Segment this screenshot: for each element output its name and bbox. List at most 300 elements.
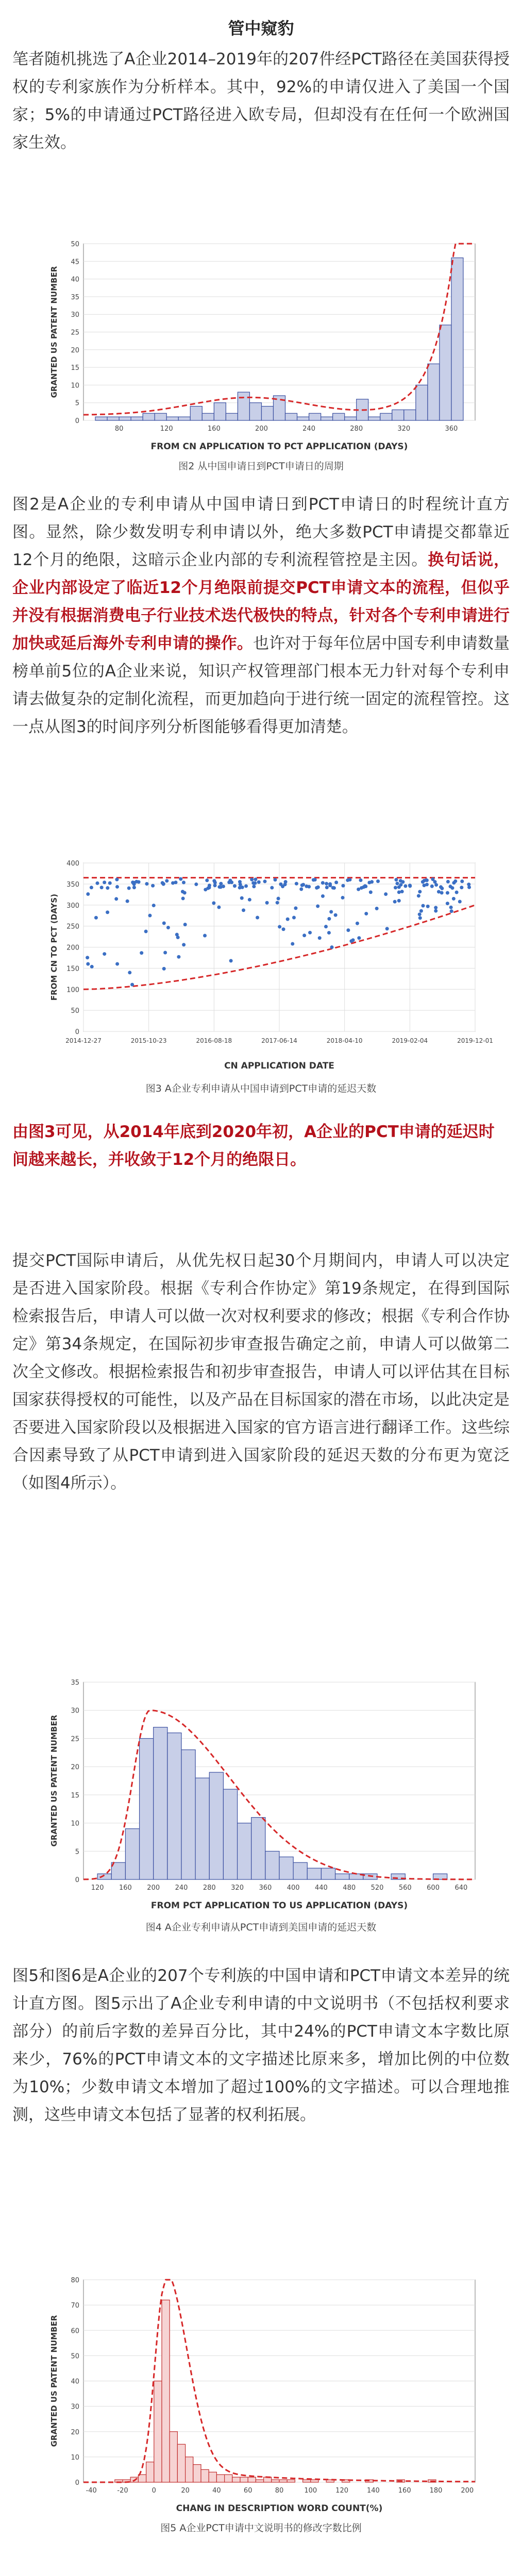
y-tick-label: 25 bbox=[71, 329, 79, 337]
histogram-bar bbox=[238, 392, 249, 420]
scatter-point bbox=[256, 916, 259, 920]
y-axis-label: FROM CN TO PCT (DAYS) bbox=[49, 893, 59, 1001]
histogram-bar bbox=[154, 1727, 167, 1879]
histogram-bar bbox=[111, 1862, 125, 1879]
histogram-bar bbox=[279, 1857, 293, 1879]
scatter-point bbox=[182, 880, 186, 884]
x-tick-label: 2014-12-27 bbox=[65, 1037, 102, 1044]
scatter-point bbox=[86, 956, 89, 959]
y-tick-label: 50 bbox=[71, 241, 79, 248]
scatter-point bbox=[301, 883, 305, 887]
histogram-bar bbox=[335, 1874, 349, 1879]
scatter-point bbox=[449, 906, 453, 909]
scatter-point bbox=[367, 881, 371, 885]
scatter-point bbox=[359, 878, 362, 882]
scatter-point bbox=[329, 910, 333, 913]
x-tick-label: 2015-10-23 bbox=[130, 1037, 167, 1044]
scatter-point bbox=[94, 916, 98, 920]
histogram-bar bbox=[392, 410, 404, 420]
y-tick-label: 45 bbox=[71, 258, 79, 266]
scatter-point bbox=[174, 880, 178, 884]
scatter-point bbox=[291, 942, 294, 946]
x-tick-label: 80 bbox=[114, 425, 124, 433]
x-tick-label: 320 bbox=[397, 425, 411, 433]
histogram-bar bbox=[155, 413, 166, 420]
histogram-bar bbox=[107, 417, 119, 420]
histogram-bar bbox=[251, 1818, 265, 1879]
x-axis-label: CN APPLICATION DATE bbox=[224, 1061, 334, 1071]
x-tick-label: 160 bbox=[119, 1884, 132, 1892]
scatter-point bbox=[106, 910, 109, 914]
scatter-point bbox=[418, 912, 422, 916]
y-tick-label: 30 bbox=[71, 311, 79, 319]
histogram-bar bbox=[95, 417, 107, 420]
scatter-point bbox=[395, 882, 399, 885]
page-title: 管中窥豹 bbox=[228, 19, 294, 38]
histogram-bar bbox=[285, 413, 297, 420]
scatter-point bbox=[408, 884, 412, 888]
y-tick-label: 20 bbox=[71, 2428, 79, 2436]
x-tick-label: 100 bbox=[304, 2487, 317, 2495]
scatter-point bbox=[341, 884, 345, 888]
scatter-point bbox=[418, 890, 422, 893]
x-tick-label: 80 bbox=[275, 2487, 284, 2495]
scatter-point bbox=[419, 909, 423, 913]
scatter-point bbox=[430, 885, 434, 888]
y-tick-label: 50 bbox=[71, 2352, 79, 2361]
y-tick-label: 150 bbox=[66, 965, 79, 973]
x-tick-label: 240 bbox=[302, 425, 315, 433]
x-tick-label: 2016-08-18 bbox=[196, 1037, 232, 1044]
x-tick-label: 200 bbox=[147, 1884, 160, 1892]
y-tick-label: 15 bbox=[71, 1791, 79, 1800]
scatter-point bbox=[325, 886, 329, 889]
x-tick-label: 440 bbox=[315, 1884, 328, 1892]
y-tick-label: 0 bbox=[75, 1876, 79, 1884]
histogram-bar bbox=[146, 2462, 154, 2482]
scatter-point bbox=[90, 965, 94, 969]
scatter-point bbox=[450, 886, 454, 890]
x-tick-label: 360 bbox=[259, 1884, 272, 1892]
figure-4-histogram bbox=[37, 1674, 485, 1911]
scatter-point bbox=[434, 909, 437, 913]
scatter-point bbox=[286, 918, 290, 921]
scatter-point bbox=[394, 878, 398, 882]
scatter-point bbox=[100, 886, 104, 889]
scatter-point bbox=[204, 888, 207, 891]
histogram-bar bbox=[297, 417, 309, 420]
scatter-point bbox=[397, 899, 401, 903]
y-tick-label: 20 bbox=[71, 1764, 79, 1772]
histogram-bar bbox=[265, 1851, 279, 1879]
paragraph-2-text: 图2是A企业的专利申请从中国申请日到PCT申请日的时程统计直方图。显然，除少数发明专利申请以外，绝大多数PCT申请提交都靠近12个月的绝限，这暗示企业内部的专利流程管控是主因。 bbox=[12, 495, 510, 569]
scatter-point bbox=[418, 916, 422, 920]
scatter-point bbox=[426, 905, 430, 908]
histogram-bar bbox=[256, 2480, 263, 2482]
histogram-bar bbox=[214, 403, 226, 420]
scatter-point bbox=[205, 878, 209, 882]
scatter-point bbox=[217, 905, 221, 909]
scatter-point bbox=[207, 886, 211, 889]
scatter-point bbox=[252, 885, 256, 888]
scatter-point bbox=[455, 890, 459, 894]
scatter-point bbox=[151, 884, 155, 888]
scatter-point bbox=[194, 883, 198, 886]
scatter-point bbox=[318, 936, 322, 940]
scatter-point bbox=[384, 892, 388, 896]
scatter-point bbox=[163, 951, 167, 954]
y-tick-label: 40 bbox=[71, 2378, 79, 2386]
histogram-bar bbox=[223, 1789, 237, 1879]
histogram-bar bbox=[186, 2457, 193, 2482]
scatter-point bbox=[346, 928, 350, 932]
scatter-point bbox=[132, 886, 136, 889]
scatter-point bbox=[433, 880, 437, 884]
scatter-point bbox=[357, 888, 360, 891]
scatter-point bbox=[421, 880, 425, 884]
figure-3-scatter bbox=[37, 855, 493, 1072]
histogram-bar bbox=[178, 417, 190, 420]
x-tick-label: 200 bbox=[255, 425, 268, 433]
scatter-point bbox=[103, 880, 106, 884]
y-tick-label: 400 bbox=[66, 860, 79, 868]
y-tick-label: 60 bbox=[71, 2327, 79, 2335]
scatter-point bbox=[324, 925, 328, 928]
scatter-point bbox=[397, 885, 401, 889]
histogram-bar bbox=[238, 1823, 251, 1879]
x-tick-label: 280 bbox=[350, 425, 363, 433]
scatter-point bbox=[325, 882, 328, 886]
scatter-point bbox=[437, 890, 441, 893]
scatter-point bbox=[103, 952, 106, 956]
scatter-point bbox=[305, 885, 308, 888]
figure-5-caption: 图5 A企业PCT申请中文说明书的修改字数比例 bbox=[160, 2522, 362, 2534]
scatter-point bbox=[162, 967, 166, 971]
paragraph-2 bbox=[12, 490, 510, 741]
x-tick-label: 60 bbox=[243, 2487, 252, 2495]
paragraph-4: 提交PCT国际申请后，从优先权日起30个月期间内，申请人可以决定是否进入国家阶段。根据《专利合作协定》第19条规定，在得到国际检索报告后，申请人可以做一次对权利要求的修改；根据《专利合作协定》第34条规定，在国际初步审查报告确定之前，申请人可以做第二次全文修改。根据检索报告和初步审查报告，申请人可以评估其在目标国家获得授权的可能性，以及产品在目标国家的潜在市场，以此决定是否要进入国家阶段以及根据进入国家的官方语言进行翻译工作。这些综合因素导致了从PCT申请到进入国家阶段的延迟天数的分布更为宽泛（如图4所示）。 bbox=[12, 1251, 510, 1493]
scatter-point bbox=[351, 938, 355, 942]
scatter-point bbox=[321, 881, 325, 885]
scatter-point bbox=[467, 886, 471, 889]
scatter-point bbox=[327, 917, 331, 921]
scatter-point bbox=[315, 886, 318, 890]
y-tick-label: 10 bbox=[71, 2453, 79, 2462]
x-tick-label: 20 bbox=[181, 2487, 190, 2495]
y-tick-label: 50 bbox=[71, 1007, 79, 1015]
histogram-bar bbox=[143, 413, 155, 420]
scatter-point bbox=[115, 885, 119, 889]
scatter-point bbox=[212, 901, 215, 905]
scatter-point bbox=[254, 877, 257, 881]
scatter-point bbox=[376, 879, 380, 883]
x-tick-label: 360 bbox=[445, 425, 458, 433]
x-tick-label: 600 bbox=[427, 1884, 440, 1892]
histogram-bar bbox=[287, 2480, 295, 2482]
scatter-point bbox=[242, 908, 245, 912]
x-tick-label: 520 bbox=[371, 1884, 384, 1892]
scatter-point bbox=[357, 936, 361, 940]
histogram-bar bbox=[279, 2480, 287, 2482]
x-tick-label: 2017-06-14 bbox=[261, 1037, 297, 1044]
scatter-point bbox=[250, 878, 254, 882]
scatter-point bbox=[452, 897, 456, 901]
histogram-bar bbox=[154, 2381, 162, 2483]
scatter-point bbox=[295, 882, 298, 886]
scatter-point bbox=[332, 886, 336, 890]
y-tick-label: 5 bbox=[75, 399, 79, 408]
histogram-bar bbox=[202, 413, 214, 420]
figure-2-caption: 图2 从中国申请日到PCT申请日的周期 bbox=[178, 461, 344, 472]
paragraph-3: 由图3可见，从2014年底到2020年初，A企业的PCT申请的延迟时间越来越长，并收敛于12个月的绝限日。 bbox=[12, 1123, 495, 1169]
scatter-point bbox=[270, 886, 274, 890]
histogram-bar bbox=[309, 413, 321, 420]
x-tick-label: 240 bbox=[175, 1884, 188, 1892]
scatter-point bbox=[132, 883, 136, 886]
histogram-bar bbox=[167, 1733, 181, 1879]
y-tick-label: 20 bbox=[71, 346, 79, 354]
x-tick-label: 2018-04-10 bbox=[326, 1037, 363, 1044]
scatter-point bbox=[244, 884, 248, 888]
scatter-point bbox=[162, 921, 166, 925]
scatter-point bbox=[375, 907, 379, 910]
histogram-bar bbox=[307, 1868, 321, 1879]
scatter-point bbox=[227, 880, 231, 884]
x-tick-label: 120 bbox=[91, 1884, 104, 1892]
y-tick-label: 35 bbox=[71, 1679, 79, 1687]
y-tick-label: 0 bbox=[75, 417, 79, 425]
scatter-point bbox=[248, 898, 251, 902]
y-tick-label: 300 bbox=[66, 902, 79, 910]
scatter-point bbox=[425, 878, 429, 882]
paragraph-2-text-cont: 也许对于每年位居中国专利申请数量榜单前5位的A企业来说，知识产权管理部门根本无力针对每个专利申请去做复杂的定制化流程，而更加趋向于进行统一固定的流程管控。这一点从图3的时间序列分析图能够看得更加清楚。 bbox=[12, 634, 510, 736]
y-tick-label: 5 bbox=[75, 1848, 79, 1856]
scatter-point bbox=[182, 943, 186, 946]
scatter-point bbox=[364, 912, 368, 916]
scatter-point bbox=[299, 887, 303, 891]
y-tick-label: 30 bbox=[71, 1707, 79, 1715]
histogram-bar bbox=[293, 1862, 307, 1879]
y-axis-label: GRANTED US PATENT NUMBER bbox=[49, 266, 59, 398]
x-tick-label: 0 bbox=[151, 2487, 156, 2495]
scatter-point bbox=[115, 962, 119, 965]
scatter-point bbox=[328, 884, 332, 887]
scatter-point bbox=[106, 886, 109, 890]
figure-3-caption: 图3 A企业专利申请从中国申请到PCT申请的延迟天数 bbox=[145, 1083, 377, 1094]
histogram-bar bbox=[119, 417, 131, 420]
y-tick-label: 80 bbox=[71, 2277, 79, 2284]
histogram-bar bbox=[451, 258, 463, 420]
y-tick-label: 350 bbox=[66, 880, 79, 889]
scatter-point bbox=[274, 878, 277, 882]
scatter-point bbox=[341, 896, 344, 900]
scatter-point bbox=[327, 931, 331, 935]
y-tick-label: 200 bbox=[66, 944, 79, 952]
paragraph-2-highlight: 换句话说，企业内部设定了临近12个月绝限前提交PCT申请文本的流程，但似乎并没有根据消费电子行业技术迭代极快的特点，针对各个专利申请进行加快或延后海外专利申请的操作。 bbox=[12, 551, 510, 653]
y-axis-label: GRANTED US PATENT NUMBER bbox=[49, 1715, 59, 1847]
scatter-point bbox=[302, 934, 306, 937]
histogram-bar bbox=[195, 1778, 209, 1879]
y-tick-label: 100 bbox=[66, 986, 79, 994]
scatter-point bbox=[263, 879, 267, 883]
scatter-point bbox=[86, 962, 90, 965]
histogram-bar bbox=[162, 2300, 170, 2482]
x-tick-label: 2019-02-04 bbox=[392, 1037, 428, 1044]
scatter-point bbox=[90, 886, 93, 889]
histogram-bar bbox=[311, 2480, 318, 2482]
histogram-bar bbox=[193, 2465, 201, 2482]
x-tick-label: 640 bbox=[454, 1884, 468, 1892]
scatter-point bbox=[292, 916, 296, 920]
scatter-point bbox=[238, 880, 242, 884]
scatter-point bbox=[316, 904, 319, 908]
histogram-bar bbox=[404, 410, 416, 420]
y-tick-label: 10 bbox=[71, 1820, 79, 1828]
scatter-point bbox=[423, 884, 426, 887]
histogram-bar bbox=[209, 2472, 216, 2482]
x-tick-label: 40 bbox=[212, 2487, 221, 2495]
scatter-point bbox=[233, 884, 237, 888]
histogram-bar bbox=[303, 2480, 311, 2482]
y-tick-label: 40 bbox=[71, 276, 79, 284]
x-tick-label: 560 bbox=[398, 1884, 412, 1892]
histogram-bar bbox=[140, 1738, 154, 1879]
histogram-bar bbox=[345, 417, 357, 420]
scatter-point bbox=[458, 900, 462, 903]
y-tick-label: 10 bbox=[71, 382, 79, 390]
scatter-point bbox=[212, 879, 216, 883]
x-tick-label: -20 bbox=[117, 2487, 128, 2495]
figure-5-histogram bbox=[37, 2272, 485, 2514]
x-tick-label: 120 bbox=[160, 425, 173, 433]
histogram-bar bbox=[440, 325, 451, 420]
scatter-point bbox=[294, 906, 297, 910]
histogram-bar bbox=[333, 413, 345, 420]
scatter-point bbox=[251, 881, 255, 885]
scatter-point bbox=[181, 896, 185, 900]
histogram-bar bbox=[261, 406, 273, 420]
scatter-point bbox=[152, 904, 156, 907]
scatter-point bbox=[203, 934, 207, 937]
histogram-bar bbox=[248, 2477, 256, 2482]
scatter-point bbox=[177, 955, 180, 959]
scatter-point bbox=[450, 909, 453, 913]
scatter-point bbox=[439, 885, 443, 889]
scatter-point bbox=[229, 959, 233, 962]
scatter-point bbox=[308, 931, 312, 935]
histogram-bar bbox=[170, 2432, 177, 2482]
scatter-point bbox=[265, 901, 269, 905]
scatter-point bbox=[452, 881, 456, 885]
paragraph-5: 图5和图6是A企业的207个专利族的中国申请和PCT申请文本差异的统计直方图。图5示出了A企业专利申请的中文说明书（不包括权利要求部分）的前后字数的差异百分比，其中24%的PCT申请文本字数比原来少，76%的PCT申请文本的文字描述比原来多，增加比例的中位数为10%；少数申请文本增加了超过100%的文字描述。可以合理地推测，这些申请文本包括了显著的权利拓展。 bbox=[12, 1967, 510, 2124]
paragraph-1: 笔者随机挑选了A企业2014–2019年的207件经PCT路径在美国获得授权的专利家族作为分析样本。其中，92%的申请仅进入了美国一个国家；5%的申请通过PCT路径进入欧专局，但却没有在任何一个欧洲国家生效。 bbox=[12, 50, 510, 152]
x-tick-label: 400 bbox=[287, 1884, 300, 1892]
scatter-point bbox=[346, 878, 349, 882]
scatter-point bbox=[148, 914, 151, 918]
histogram-bar bbox=[209, 1772, 223, 1879]
scatter-point bbox=[400, 890, 404, 893]
histogram-bar bbox=[321, 417, 333, 420]
scatter-point bbox=[434, 906, 437, 909]
scatter-point bbox=[356, 922, 359, 925]
scatter-point bbox=[460, 886, 463, 889]
scatter-point bbox=[134, 880, 138, 884]
scatter-point bbox=[446, 891, 449, 895]
x-tick-label: 120 bbox=[335, 2487, 349, 2495]
scatter-point bbox=[145, 882, 148, 886]
scatter-point bbox=[277, 897, 280, 901]
x-tick-label: 280 bbox=[203, 1884, 216, 1892]
y-tick-label: 250 bbox=[66, 923, 79, 931]
scatter-point bbox=[127, 886, 131, 890]
scatter-point bbox=[334, 913, 338, 917]
scatter-point bbox=[403, 884, 407, 888]
y-tick-label: 35 bbox=[71, 293, 79, 301]
scatter-point bbox=[399, 879, 402, 883]
x-tick-label: 320 bbox=[231, 1884, 244, 1892]
figure-4-caption: 图4 A企业专利申请从PCT申请到美国申请的延迟天数 bbox=[145, 1922, 377, 1933]
scatter-point bbox=[278, 925, 281, 928]
y-axis-label: GRANTED US PATENT NUMBER bbox=[49, 2315, 59, 2447]
scatter-point bbox=[394, 886, 397, 889]
scatter-point bbox=[312, 878, 315, 882]
y-tick-label: 15 bbox=[71, 364, 79, 372]
histogram-bar bbox=[416, 385, 428, 420]
histogram-bar bbox=[216, 2475, 224, 2482]
scatter-point bbox=[108, 881, 112, 885]
histogram-bar bbox=[232, 2477, 240, 2482]
scatter-point bbox=[219, 885, 223, 889]
histogram-bar bbox=[240, 2477, 248, 2482]
histogram-bar bbox=[97, 1874, 111, 1879]
scatter-point bbox=[363, 884, 367, 888]
scatter-point bbox=[140, 951, 143, 955]
scatter-point bbox=[334, 880, 338, 884]
scatter-point bbox=[279, 883, 283, 886]
scatter-point bbox=[130, 983, 134, 987]
scatter-point bbox=[330, 945, 333, 949]
scatter-point bbox=[162, 883, 165, 886]
x-tick-label: 160 bbox=[398, 2487, 411, 2495]
scatter-point bbox=[241, 886, 244, 889]
histogram-bar bbox=[181, 1750, 195, 1879]
x-tick-label: 140 bbox=[366, 2487, 380, 2495]
y-tick-label: 25 bbox=[71, 1735, 79, 1743]
histogram-bar bbox=[380, 413, 392, 420]
histogram-bar bbox=[190, 406, 202, 420]
scatter-point bbox=[176, 936, 180, 939]
y-tick-label: 70 bbox=[71, 2302, 79, 2310]
scatter-point bbox=[446, 880, 450, 884]
histogram-bar bbox=[125, 1829, 139, 1879]
scatter-point bbox=[165, 879, 169, 883]
scatter-point bbox=[393, 900, 397, 904]
scatter-point bbox=[179, 877, 182, 881]
scatter-point bbox=[422, 904, 425, 908]
histogram-bar bbox=[225, 2475, 232, 2482]
x-axis-label: FROM CN APPLICATION TO PCT APPLICATION (DAYS) bbox=[150, 442, 408, 452]
scatter-point bbox=[240, 896, 244, 900]
scatter-point bbox=[166, 926, 170, 929]
scatter-point bbox=[284, 880, 288, 884]
x-tick-label: 480 bbox=[343, 1884, 356, 1892]
scatter-point bbox=[126, 900, 129, 903]
scatter-point bbox=[417, 894, 420, 897]
x-tick-label: 2019-12-01 bbox=[457, 1037, 493, 1044]
scatter-point bbox=[86, 892, 90, 896]
scatter-point bbox=[114, 897, 118, 901]
histogram-bar bbox=[321, 1868, 335, 1879]
